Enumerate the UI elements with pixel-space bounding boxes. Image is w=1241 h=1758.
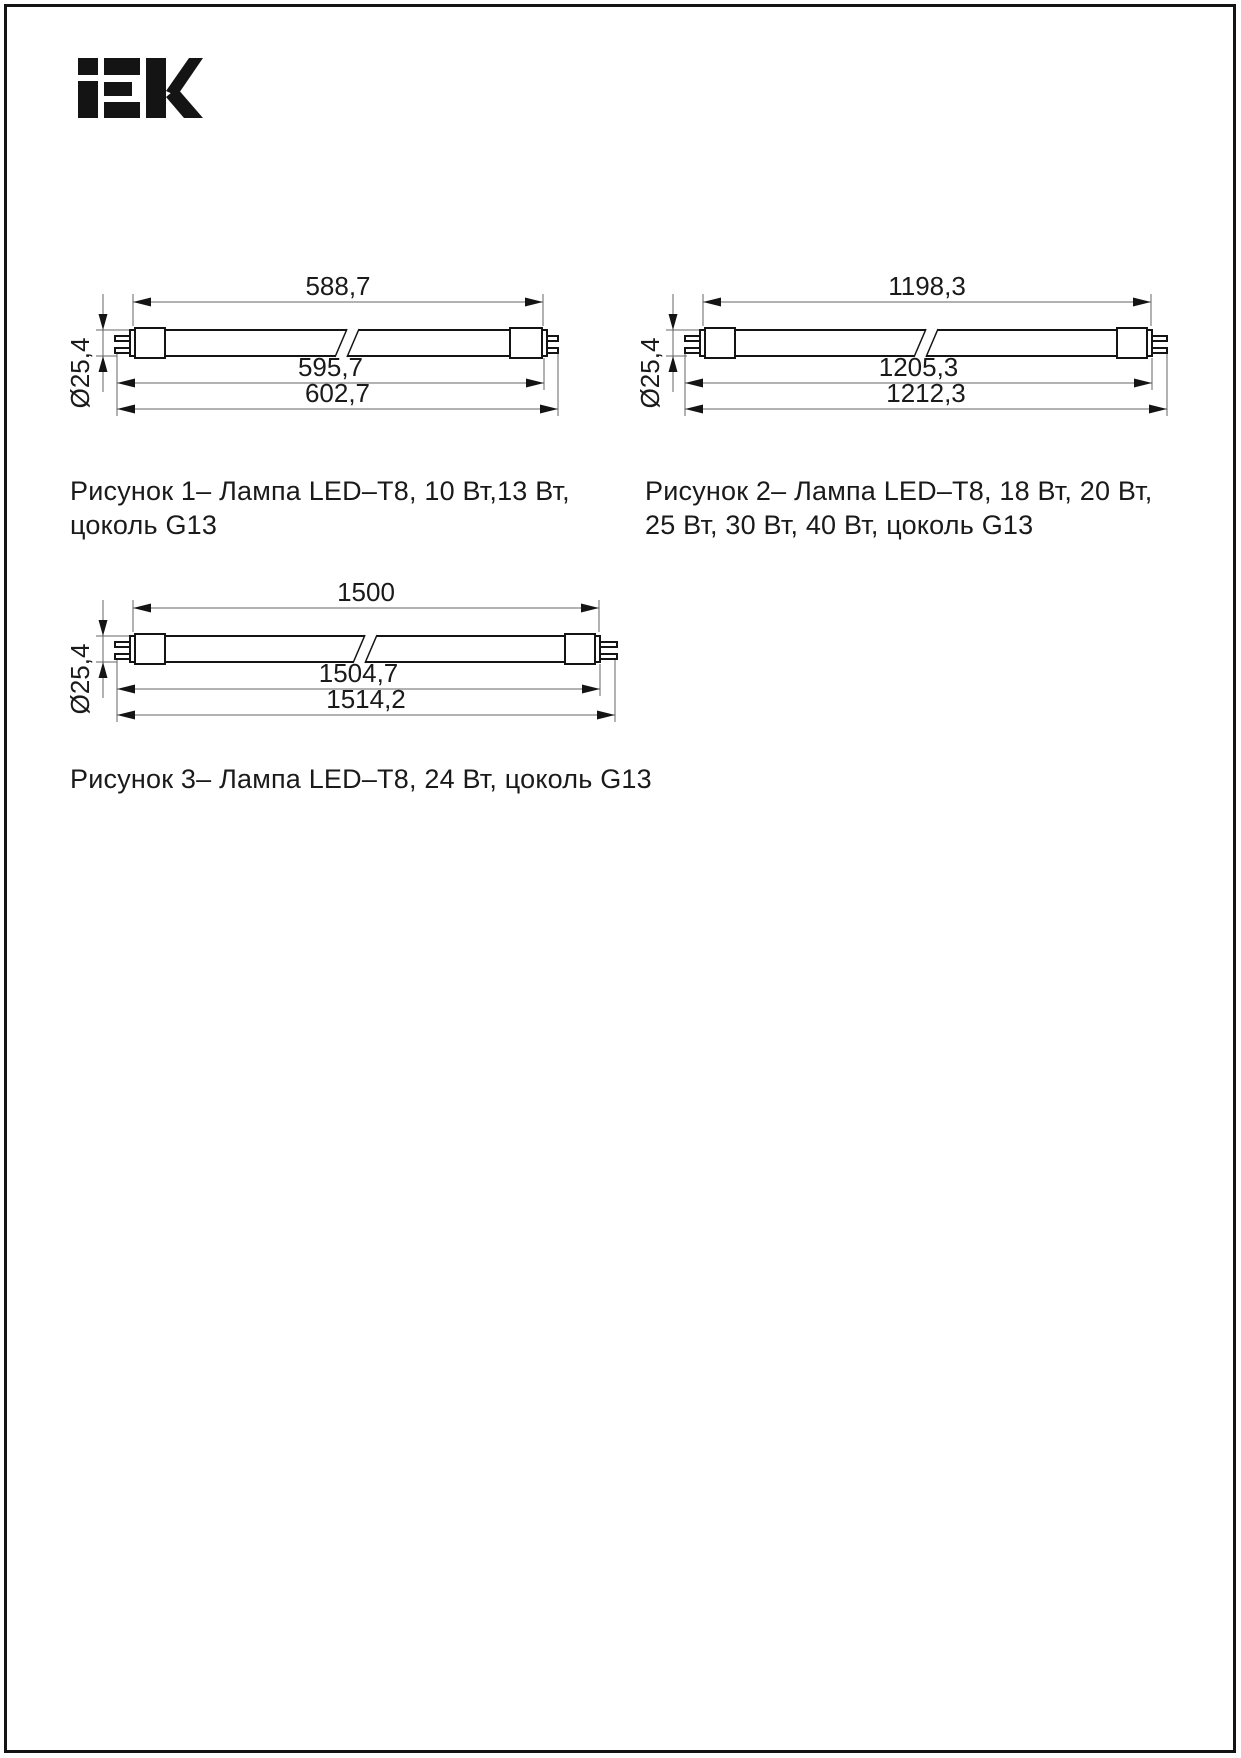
dim-label-length-c: 1514,2 xyxy=(326,684,406,714)
lamp-pin xyxy=(115,336,130,341)
lamp-cap xyxy=(510,328,542,358)
dim-label-length-b: 1504,7 xyxy=(318,658,399,688)
lamp-pin xyxy=(115,348,130,353)
lamp-cap xyxy=(1117,328,1147,358)
dim-arrow-icon xyxy=(99,620,108,636)
dim-arrow-icon xyxy=(117,379,135,388)
dim-label-length-a: 1500 xyxy=(337,577,395,607)
dim-label-diameter: Ø25,4 xyxy=(65,337,95,409)
dim-label-length-c: 602,7 xyxy=(304,378,371,408)
lamp-pin xyxy=(600,642,617,647)
figure-3-caption xyxy=(70,762,652,796)
dim-arrow-icon xyxy=(1134,379,1152,388)
lamp-cap xyxy=(135,328,165,358)
lamp-pin xyxy=(115,642,130,647)
dim-arrow-icon xyxy=(117,711,135,720)
dim-label-diameter: Ø25,4 xyxy=(635,337,665,409)
dim-arrow-icon xyxy=(99,356,108,372)
dim-arrow-icon xyxy=(1149,405,1167,414)
lamp-pin xyxy=(600,654,617,659)
figure-1-caption xyxy=(70,474,570,542)
figure-1-caption-line2: цоколь G13 xyxy=(70,510,218,540)
dim-arrow-icon xyxy=(703,298,721,307)
lamp-pin xyxy=(115,654,130,659)
dim-arrow-icon xyxy=(581,604,599,613)
dim-label-diameter: Ø25,4 xyxy=(65,643,95,715)
dim-label-length-b: 1205,3 xyxy=(878,352,959,382)
dim-arrow-icon xyxy=(597,711,615,720)
dim-arrow-icon xyxy=(582,685,600,694)
dim-arrow-icon xyxy=(99,314,108,330)
dim-arrow-icon xyxy=(526,379,544,388)
dim-arrow-icon xyxy=(525,298,543,307)
dim-arrow-icon xyxy=(685,405,703,414)
dim-label-length-a: 1198,3 xyxy=(888,271,966,301)
figure-2-caption-line1: Рисунок 2– Лампа LED–T8, 18 Вт, 20 Вт, xyxy=(645,476,1153,506)
lamp-pin xyxy=(685,348,700,353)
dim-arrow-icon xyxy=(117,685,135,694)
figure-2-caption-line2: 25 Вт, 30 Вт, 40 Вт, цоколь G13 xyxy=(645,510,1034,540)
figure-3-drawing xyxy=(60,556,640,741)
dim-arrow-icon xyxy=(1133,298,1151,307)
figure-3-caption-line1: Рисунок 3– Лампа LED–T8, 24 Вт, цоколь G13 xyxy=(70,764,652,794)
lamp-pin xyxy=(547,336,558,341)
dim-label-length-c: 1212,3 xyxy=(886,378,966,408)
lamp-pin xyxy=(1152,336,1167,341)
dim-arrow-icon xyxy=(540,405,558,414)
lamp-cap xyxy=(565,634,595,664)
dim-arrow-icon xyxy=(133,298,151,307)
dim-arrow-icon xyxy=(99,662,108,678)
lamp-pin xyxy=(685,336,700,341)
iek-logo-icon xyxy=(78,58,203,118)
dim-arrow-icon xyxy=(669,314,678,330)
dim-label-length-b: 595,7 xyxy=(297,352,364,382)
lamp-pin xyxy=(1152,348,1167,353)
dim-label-length-a: 588,7 xyxy=(305,271,371,301)
dim-arrow-icon xyxy=(133,604,151,613)
figure-1-drawing xyxy=(60,250,580,435)
dim-arrow-icon xyxy=(117,405,135,414)
figure-1-caption-line1: Рисунок 1– Лампа LED–T8, 10 Вт,13 Вт, xyxy=(70,476,570,506)
dim-arrow-icon xyxy=(669,356,678,372)
figure-2-drawing xyxy=(585,250,1207,435)
lamp-cap xyxy=(135,634,165,664)
lamp-cap xyxy=(705,328,735,358)
lamp-pin xyxy=(547,348,558,353)
figure-2-caption xyxy=(645,474,1153,542)
dim-arrow-icon xyxy=(685,379,703,388)
